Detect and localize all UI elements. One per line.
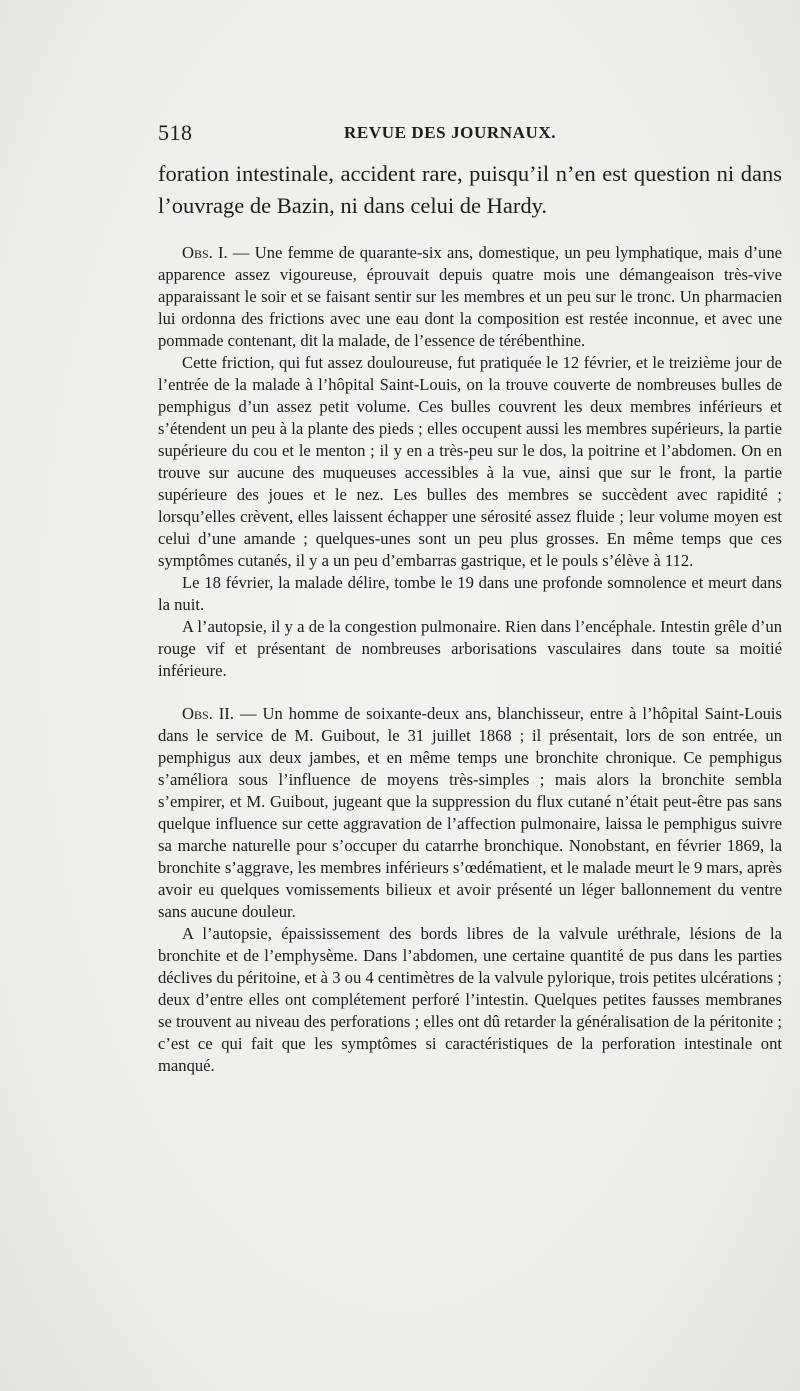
obs2-label: Obs. II. <box>182 704 234 723</box>
obs1-text-1: — Une femme de quarante-six ans, domestique, un peu lymphatique, mais d’une apparence assez vigoureuse, éprouvait depuis quatre mois une démangeaison très-vive apparaissant le soir et se faisant sentir sur les membres et un peu sur le tronc. Un pharmacien lui ordonna des frictions avec une eau dont la composition est restée inconnue, et avec une pommade contenant, dit la malade, de l’essence de térébenthine. <box>158 243 782 350</box>
running-head: REVUE DES JOURNAUX. <box>344 123 557 142</box>
page-number: 518 <box>158 120 193 145</box>
obs1-label: Obs. I. <box>182 243 228 262</box>
obs1-paragraph-2: Cette friction, qui fut assez douloureuse, fut pratiquée le 12 février, et le treizième jour de l’entrée de la malade à l’hôpital Saint-Louis, on la trouve couverte de nombreuses bulles de pemphigus d’un assez petit volume. Ces bulles couvrent les deux membres inférieurs et s’étendent un peu à la plante des pieds ; elles occupent aussi les membres supérieurs, la partie supérieure du cou et le menton ; il y en a très-peu sur le dos, la poitrine et l’abdomen. On en trouve sur aucune des muqueuses accessibles à la vue, ainsi que sur le front, la partie supérieure des joues et le nez. Les bulles des membres se succèdent avec rapidité ; lorsqu’elles crèvent, elles laissent échapper une sérosité assez fluide ; leur volume moyen est celui d’une amande ; quelques-unes sont un peu plus grosses. En même temps que ces symptômes cutanés, il y a un peu d’embarras gastrique, et le pouls s’élève à 112. <box>158 353 782 570</box>
page-header <box>158 120 782 150</box>
body-text <box>158 158 782 1077</box>
obs1-paragraph-3: Le 18 février, la malade délire, tombe le 19 dans une profonde somnolence et meurt dans la nuit. <box>158 573 782 614</box>
lead-paragraph: foration intestinale, accident rare, puisqu’il n’en est question ni dans l’ouvrage de Bazin, ni dans celui de Hardy. <box>158 161 782 218</box>
obs1-paragraph-1 <box>158 242 782 352</box>
obs2-paragraph-2: A l’autopsie, épaississement des bords libres de la valvule uréthrale, lésions de la bronchite et de l’emphysème. Dans l’abdomen, une certaine quantité de pus dans les parties déclives du péritoine, et à 3 ou 4 centimètres de la valvule pylorique, trois petites ulcérations ; deux d’entre elles ont complétement perforé l’intestin. Quelques petites fausses membranes se trouvent au niveau des perforations ; elles ont dû retarder la généralisation de la péritonite ; c’est ce qui fait que les symptômes si caractéristiques de la perforation intestinale ont manqué. <box>158 924 782 1075</box>
obs2-paragraph-1 <box>158 703 782 923</box>
obs2-text-1: — Un homme de soixante-deux ans, blanchisseur, entre à l’hôpital Saint-Louis dans le service de M. Guibout, le 31 juillet 1868 ; il présentait, lors de son entrée, un pemphigus aux deux jambes, et en même temps une bronchite chronique. Ce pemphigus s’améliora sous l’influence de moyens très-simples ; mais alors la bronchite sembla s’empirer, et M. Guibout, jugeant que la suppression du flux cutané n’était peut-être pas sans quelque influence sur cette aggravation de l’affection pulmonaire, laissa le pemphigus suivre sa marche naturelle pour s’occuper du catarrhe bronchique. Nonobstant, en février 1869, la bronchite s’aggrave, les membres inférieurs s’œdématient, et le malade meurt le 9 mars, après avoir eu quelques vomissements bilieux et avoir présenté un léger ballonnement du ventre sans aucune douleur. <box>158 704 782 921</box>
obs1-paragraph-4: A l’autopsie, il y a de la congestion pulmonaire. Rien dans l’encéphale. Intestin grêle d’un rouge vif et présentant de nombreuses arborisations vasculaires dans toute sa moitié inférieure. <box>158 617 782 680</box>
